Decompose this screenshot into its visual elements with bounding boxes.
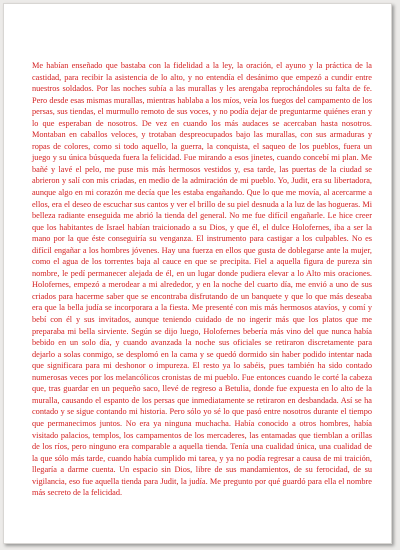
body-paragraph: Me habían enseñado que bastaba con la fidelidad a la ley, la oración, el ayuno y la práctica de la castidad, para recibir la asistencia de lo alto, y no entendía el desánimo que empezó a cundir entre nuestros soldados. Por las noches subía a las murallas y les arengaba reprochándoles su falta de fe. Pero desde esas mismas murallas, mientras hablaba a los míos, veía los fuegos del campamento de los persas, sus tiendas, el murmullo remoto de sus voces, y no podía dejar de preguntarme quiénes eran y lo que esperaban de nosotros. De vez en cuando los más audaces se acercaban hasta nosotros. Montaban en caballos veloces, y trotaban despreocupados bajo las murallas, con sus armaduras y ropas de colores, como si todo aquello, la guerra, la conquista, el saqueo de los pueblos, fuera un juego y su única búsqueda fuera la felicidad. Fue mirando a esos jinetes, cuando concebí mi plan. Me bañé y lavé el pelo, me puse mis más hermosos vestidos y, esa tarde, las puertas de la ciudad se abrieron y salí con mis criadas, en medio de la admiración de mi pueblo. Yo, Judit, era su libertadora, aunque algo en mi corazón me decía que les estaba engañando. Que lo que me movía, al acercarme a ellos, era el deseo de escuchar sus cantos y ver el brillo de su piel desnuda a la luz de las hogueras. Mi belleza radiante enseguida me abrió la tienda del general. No me fue difícil engañarle. Le hice creer que los habitantes de Israel habían traicionado a su Dios, y que él, el dulce Holofernes, iba a ser la mano por la que éste conseguiría su venganza. El instrumento para castigar a los culpables. No es difícil engañar a los hombres jóvenes. Hay una fuerza en ellos que gusta de doblegarse ante la mujer, como el agua de los torrentes baja al cauce en que se precipita. Fiel a aquella figura de pureza sin nombre, le pedí permanecer alejada de él, en un lugar donde pudiera elevar a lo Alto mis oraciones. Holofernes, empezó a merodear a mi alrededor, y en la noche del cuarto día, me envió a uno de sus criados para hacerme saber que se encontraba disfrutando de un banquete y que lo que más deseaba era que la bella judía se incorporara a la fiesta. Me presenté con mis más hermosos atavíos, y comí y bebí con él y sus invitados, aunque teniendo cuidado de no ingerir más que los platos que me preparaba mi bella sirviente. Según se dijo luego, Holofernes bebería más vino del que nunca había bebido en un solo día, y cuando avanzada la noche sus oficiales se retiraron discretamente para dejarlo a solas conmigo, se desplomó en la cama y se quedó dormido sin haber podido intentar nada que significara para mi deshonor o impureza. El resto ya lo sabéis, pues también ha sido contado numerosas veces por los melancólicos cronistas de mi pueblo. Fue entonces cuando le corté la cabeza que, tras guardar en un pequeño saco, llevé de regreso a Betulia, donde fue expuesta en lo alto de la muralla, causando el espanto de los persas que inmediatamente se retiraron en desbandada. Así se ha contado y se sigue contando mi historia. Pero sólo yo sé lo que pasó entre nosotros durante el tiempo que permanecimos juntos. No era ya ninguna muchacha. Había conocido a otros hombres, había visitado palacios, templos, los campamentos de los mercaderes, las entamadas que tiemblan a orillas de los ríos, pero ninguno era comparable a aquella tienda. Tenía una cualidad única, una cualidad de la que sólo más tarde, cuando había cumplido mi tarea, y ya no podía regresar a causa de mi traición, llegaría a darme cuenta. Un espacio sin Dios, libre de sus mandamientos, de su ferocidad, de su vigilancia, eso fue aquella tienda para Judit, la judía. Me pregunto por qué guardó para ella el nombre más secreto de la felicidad.	[32, 61, 372, 498]
document-page	[3, 3, 392, 544]
